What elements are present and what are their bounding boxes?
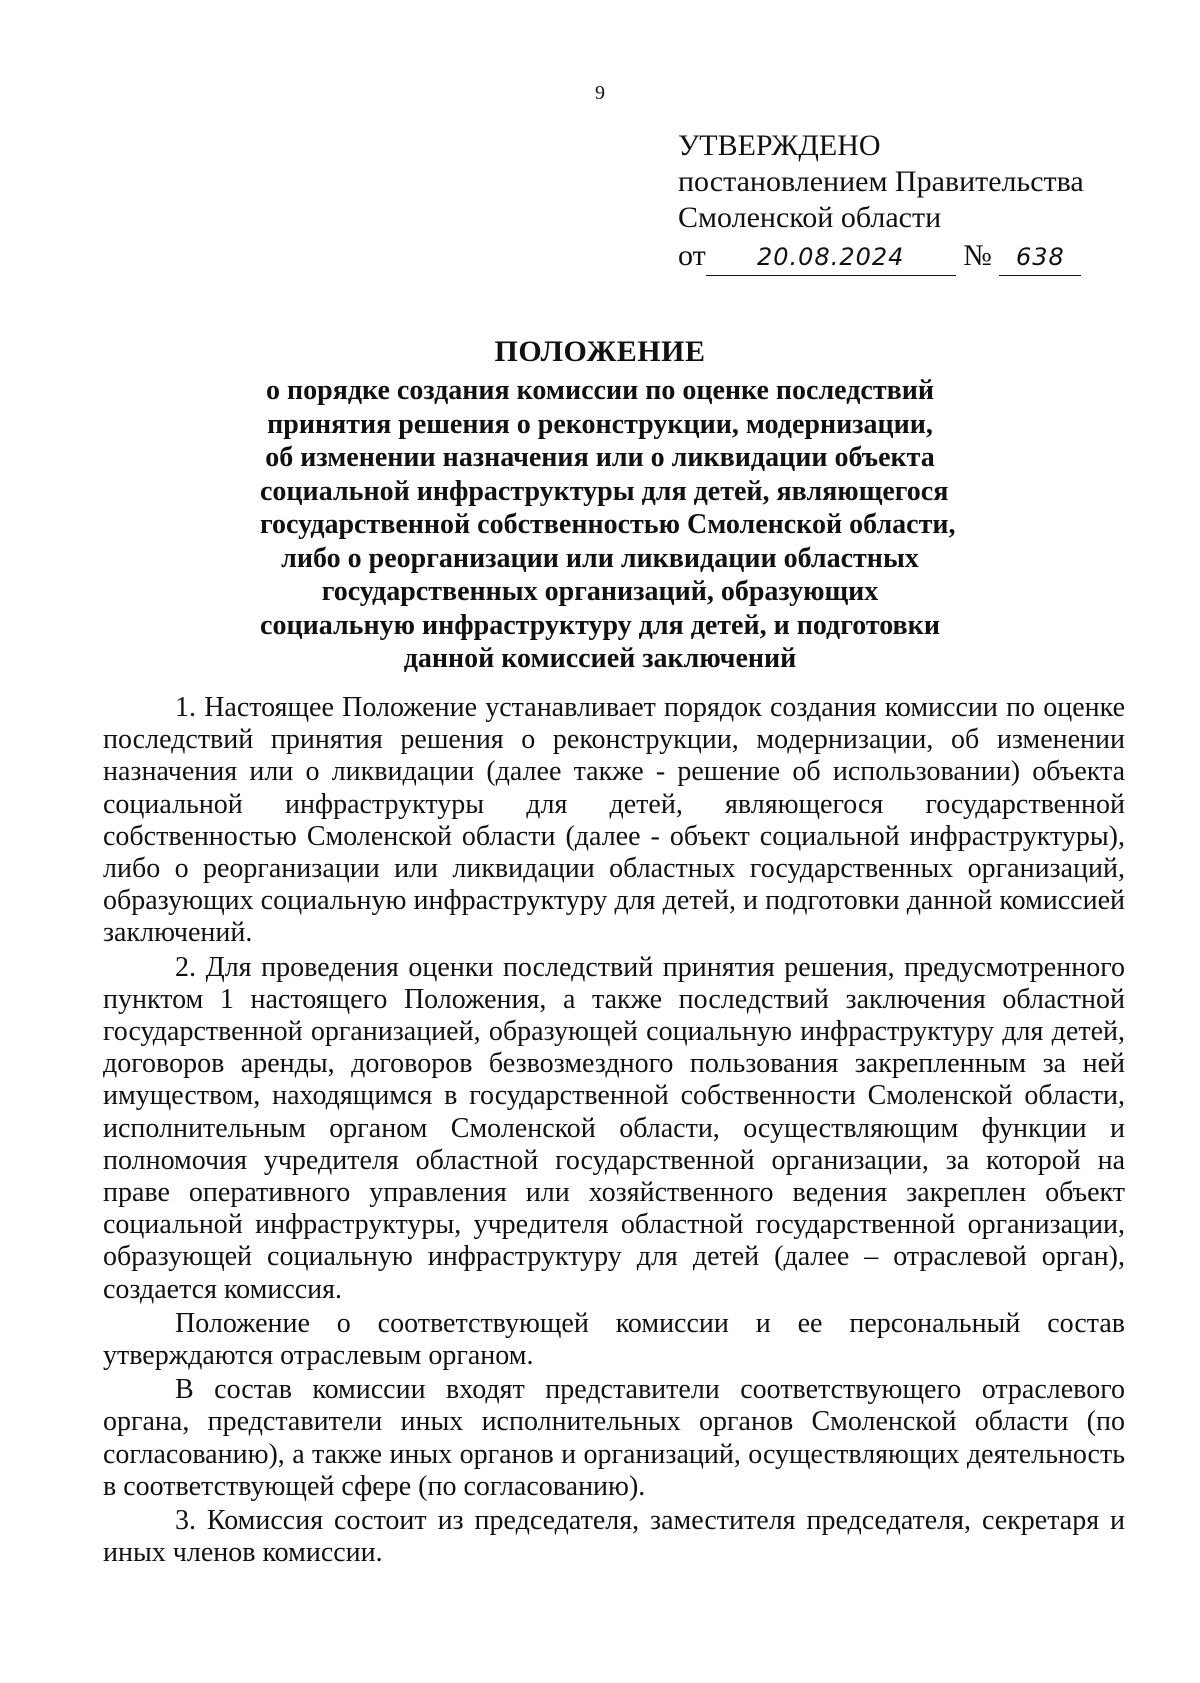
subtitle-line: либо о реорганизации или ликвидации областных (281, 542, 919, 574)
subtitle-line: об изменении назначения или о ликвидации объекта (265, 442, 935, 473)
subtitle-line: социальную инфраструктуру для детей, и подготовки (260, 609, 940, 641)
approval-stamp (678, 128, 1138, 276)
page-number: 9 (595, 82, 605, 104)
subtitle-line: принятия решения о реконструкции, модернизации, (267, 408, 933, 440)
number-prefix: № (963, 239, 992, 272)
document-heading (260, 332, 956, 676)
subtitle-line: социальной инфраструктуры для детей, являющегося (260, 475, 949, 507)
paragraph-2: 2. Для проведения оценки последствий принятия решения, предусмотренного пунктом 1 настоящего Положения, а также последствий заключения областной государственной организацией, образующей социальную инфраструктуру для детей, договоров аренды, договоров безвозмездного пользования закрепленным за ней имуществом, находящимся в государственной собственности Смоленской области, исполнительным органом Смоленской области, осуществляющим функции и полномочия учредителя областной государственной организации, за которой на праве оперативного управления или хозяйственного ведения закреплен объект социальной инфраструктуры, учредителя областной государственной организации, образующей социальную инфраструктуру для детей (далее – отраслевой орган), создается комиссия. (103, 951, 1125, 1305)
date-prefix: от (678, 239, 706, 272)
paragraph-3: 3. Комиссия состоит из председателя, заместителя председателя, секретаря и иных членов комиссии. (103, 1505, 1125, 1569)
handwritten-date: 20.08.2024 (706, 239, 956, 276)
approval-line-1: постановлением Правительства (678, 165, 1084, 198)
subtitle-line: данной комиссией заключений (403, 643, 797, 674)
document-title: ПОЛОЖЕНИЕ (494, 335, 706, 368)
document-body (103, 692, 1125, 1569)
subtitle-line: государственных организаций, образующих (321, 576, 879, 607)
document-subtitle (260, 374, 956, 676)
handwritten-number: 638 (999, 239, 1081, 276)
approval-line-2: Смоленской области (678, 201, 942, 234)
approval-date-number (678, 238, 1138, 276)
subtitle-line: государственной собственностью Смоленской области, (260, 509, 956, 540)
approval-heading: УТВЕРЖДЕНО (678, 129, 881, 162)
paragraph-2-composition: В состав комиссии входят представители соответствующего отраслевого органа, представители иных исполнительных органов Смоленской области (по согласованию), а также иных органов и организаций, осуществляющих деятельность в соответствующей сфере (по согласованию). (103, 1374, 1125, 1502)
subtitle-line: о порядке создания комиссии по оценке последствий (266, 375, 934, 406)
paragraph-2-approval: Положение о соответствующей комиссии и ее персональный состав утверждаются отраслевым органом. (103, 1307, 1125, 1372)
paragraph-1: 1. Настоящее Положение устанавливает порядок создания комиссии по оценке последствий принятия решения о реконструкции, модернизации, об изменении назначения или о ликвидации (далее также - решение об использовании) объекта социальной инфраструктуры для детей, являющегося государственной собственностью Смоленской области (далее - объект социальной инфраструктуры), либо о реорганизации или ликвидации областных государственных организаций, образующих социальную инфраструктуру для детей, и подготовки данной комиссией заключений. (103, 692, 1125, 949)
